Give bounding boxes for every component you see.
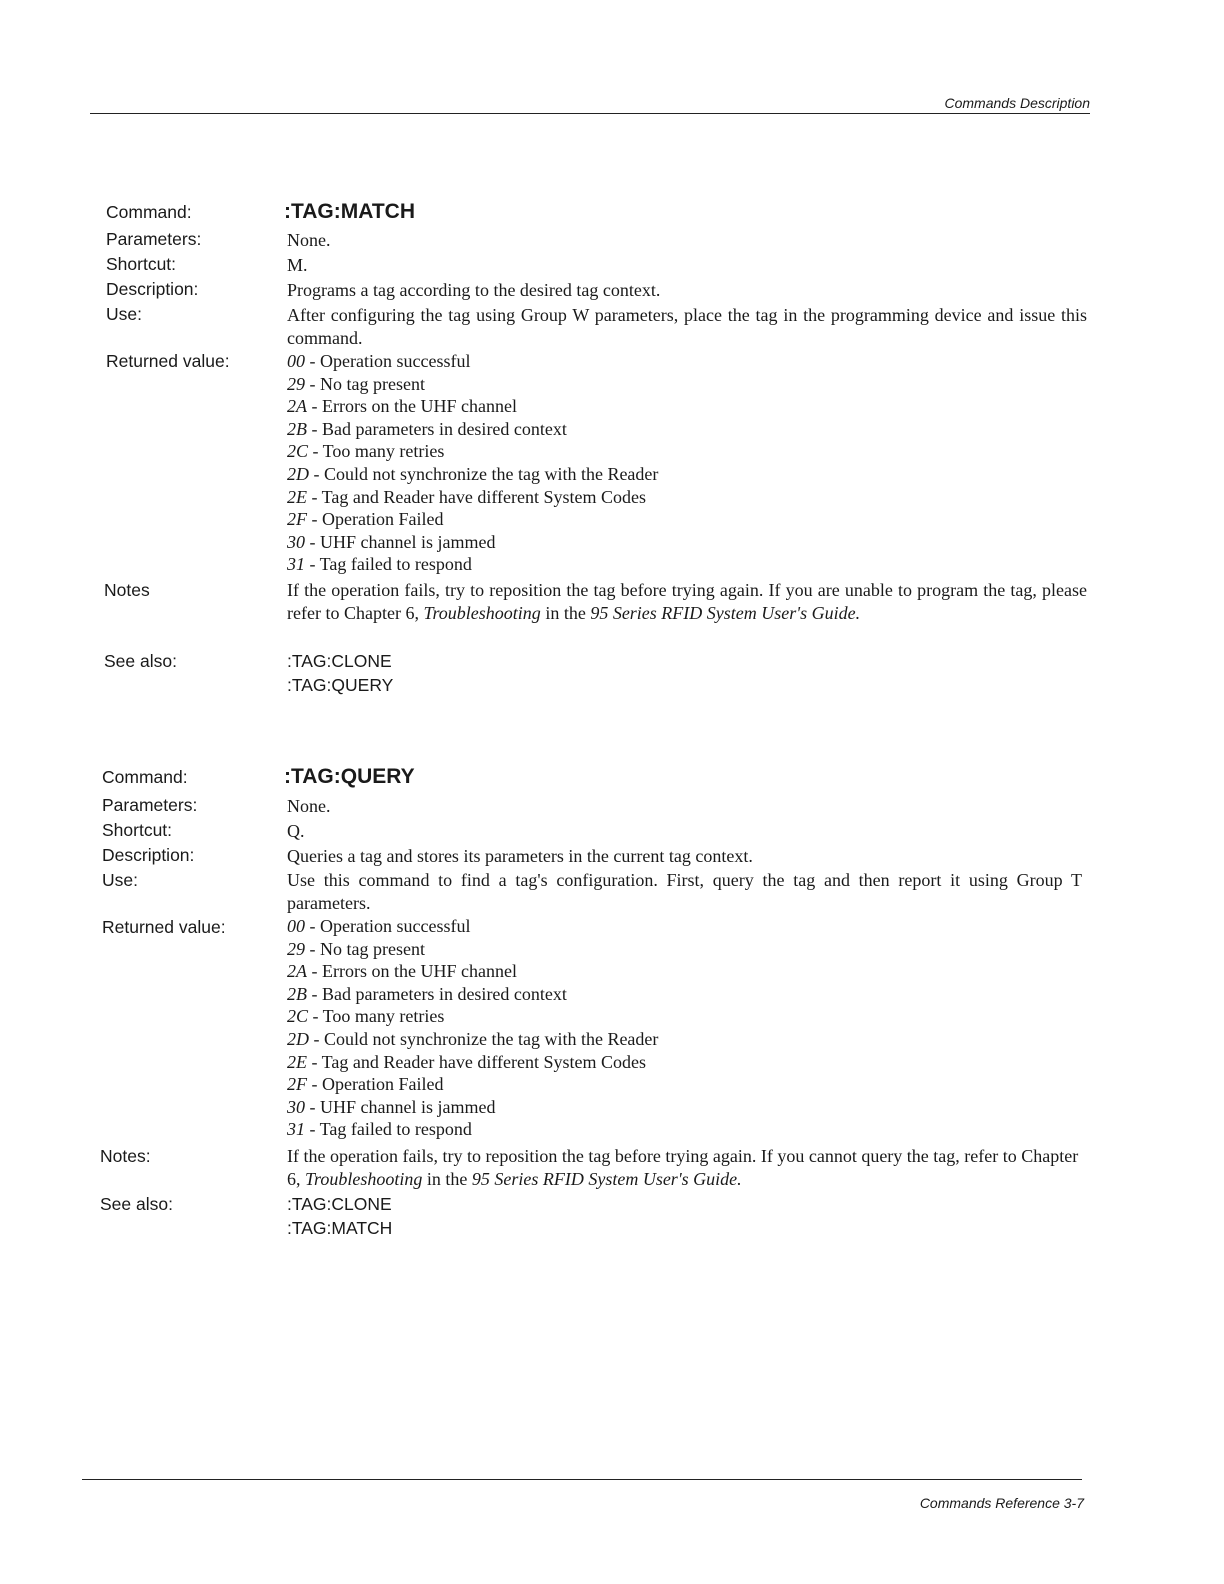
returned-value-item: 2F - Operation Failed bbox=[287, 1074, 444, 1095]
returned-value-item: 2A - Errors on the UHF channel bbox=[287, 961, 517, 982]
returned-values-list bbox=[287, 915, 1087, 1141]
description-label: Description: bbox=[102, 845, 195, 865]
footer-rule bbox=[82, 1479, 1082, 1480]
page-footer: Commands Reference 3-7 bbox=[919, 1495, 1084, 1511]
returned-value-item: 2B - Bad parameters in desired context bbox=[287, 418, 567, 439]
returned-value-item: 2C - Too many retries bbox=[287, 1006, 445, 1027]
shortcut-label: Shortcut: bbox=[102, 820, 173, 840]
parameters-value: None. bbox=[287, 796, 331, 816]
use-label: Use: bbox=[102, 870, 138, 890]
returned-value-item: 29 - No tag present bbox=[287, 373, 425, 394]
command-label: Command: bbox=[106, 202, 192, 222]
returned-value-label: Returned value: bbox=[102, 917, 226, 937]
notes-label: Notes: bbox=[100, 1146, 151, 1166]
description-value: Queries a tag and stores its parameters in the current tag context. bbox=[287, 846, 753, 866]
see-also-link[interactable]: :TAG:QUERY bbox=[287, 675, 394, 695]
command-title: :TAG:QUERY bbox=[284, 765, 415, 788]
returned-value-item: 2B - Bad parameters in desired context bbox=[287, 983, 567, 1004]
header-rule bbox=[90, 113, 1090, 114]
use-value: Use this command to find a tag's configuration. First, query the tag and then report it using Group T parameters. bbox=[287, 870, 1082, 913]
page-header-title: Commands Description bbox=[944, 95, 1090, 111]
returned-value-item: 2E - Tag and Reader have different System Codes bbox=[287, 1051, 646, 1072]
parameters-label: Parameters: bbox=[106, 229, 202, 249]
shortcut-label: Shortcut: bbox=[106, 254, 177, 274]
description-value: Programs a tag according to the desired tag context. bbox=[287, 280, 661, 300]
notes-value: If the operation fails, try to reposition the tag before trying again. If you cannot query the tag, refer to Chapter 6, Troubleshooting in the 95 Series RFID System User's Guide. bbox=[287, 1146, 1079, 1189]
returned-value-item: 2D - Could not synchronize the tag with the Reader bbox=[287, 463, 659, 484]
returned-value-item: 30 - UHF channel is jammed bbox=[287, 531, 496, 552]
notes-label: Notes bbox=[104, 580, 150, 600]
returned-value-item: 2C - Too many retries bbox=[287, 441, 445, 462]
parameters-label: Parameters: bbox=[102, 795, 198, 815]
see-also-list bbox=[287, 1192, 1087, 1240]
command-label: Command: bbox=[102, 767, 188, 787]
returned-value-item: 31 - Tag failed to respond bbox=[287, 1119, 472, 1140]
returned-value-item: 2E - Tag and Reader have different System Codes bbox=[287, 486, 646, 507]
use-label: Use: bbox=[106, 304, 142, 324]
returned-value-item: 00 - Operation successful bbox=[287, 351, 471, 371]
returned-value-item: 31 - Tag failed to respond bbox=[287, 554, 472, 575]
see-also-link[interactable]: :TAG:MATCH bbox=[287, 1218, 393, 1238]
command-title: :TAG:MATCH bbox=[284, 200, 416, 223]
returned-value-item: 29 - No tag present bbox=[287, 938, 425, 959]
use-value: After configuring the tag using Group W parameters, place the tag in the programming device and issue this command. bbox=[287, 305, 1087, 348]
returned-value-item: 30 - UHF channel is jammed bbox=[287, 1096, 496, 1117]
returned-value-label: Returned value: bbox=[106, 351, 230, 371]
returned-value-item: 2D - Could not synchronize the tag with the Reader bbox=[287, 1028, 659, 1049]
see-also-link[interactable]: :TAG:CLONE bbox=[287, 651, 392, 671]
see-also-label: See also: bbox=[100, 1194, 173, 1214]
returned-values-list bbox=[287, 350, 1087, 576]
see-also-list bbox=[287, 649, 1087, 697]
parameters-value: None. bbox=[287, 230, 331, 250]
description-label: Description: bbox=[106, 279, 199, 299]
notes-value: If the operation fails, try to reposition the tag before trying again. If you are unable to program the tag, please refer to Chapter 6, Troubleshooting in the 95 Series RFID System User's Guide. bbox=[287, 580, 1087, 623]
returned-value-item: 2F - Operation Failed bbox=[287, 509, 444, 530]
shortcut-value: M. bbox=[287, 255, 308, 275]
see-also-link[interactable]: :TAG:CLONE bbox=[287, 1194, 392, 1214]
returned-value-item: 2A - Errors on the UHF channel bbox=[287, 396, 517, 417]
returned-value-item: 00 - Operation successful bbox=[287, 916, 471, 936]
shortcut-value: Q. bbox=[287, 821, 305, 841]
see-also-label: See also: bbox=[104, 651, 177, 671]
